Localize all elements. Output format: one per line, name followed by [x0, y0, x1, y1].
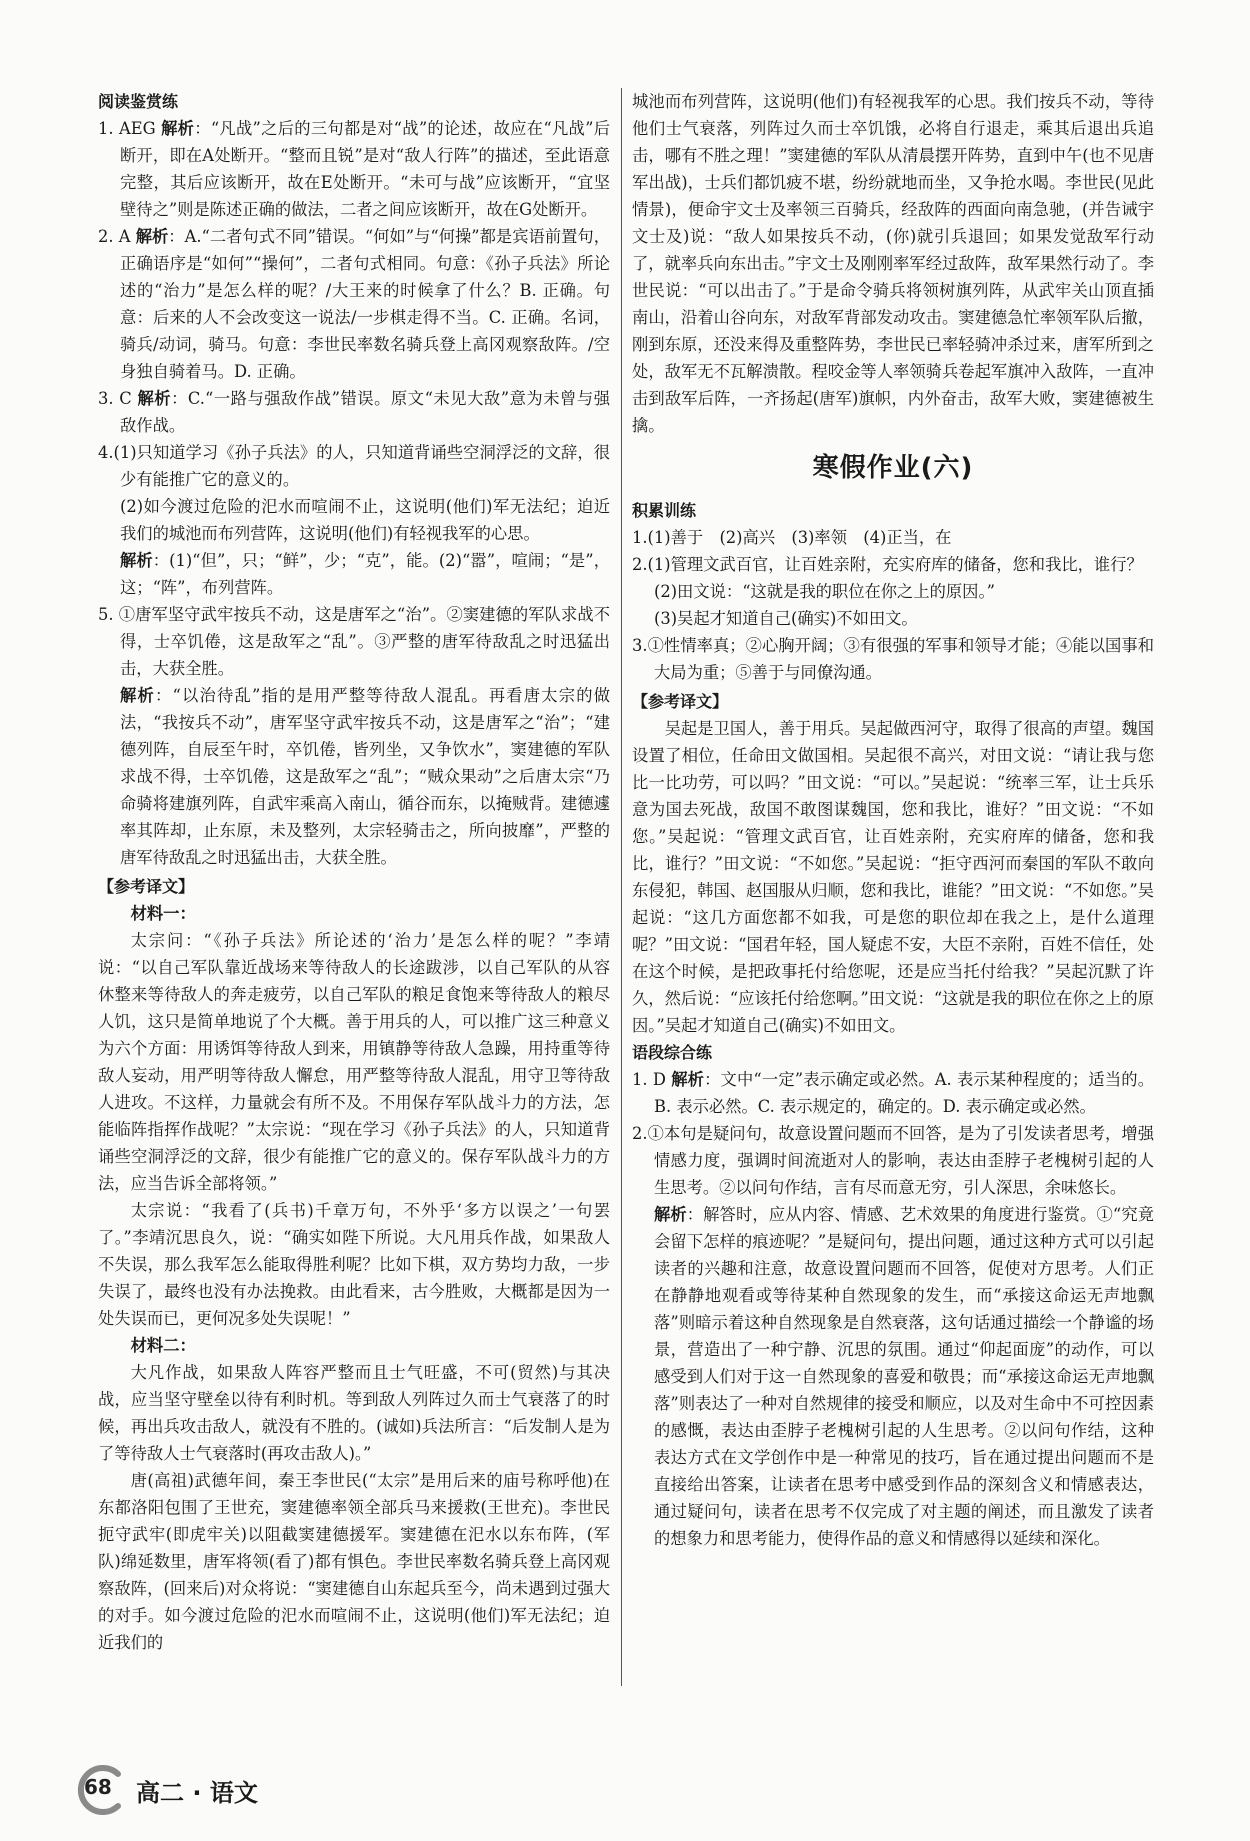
accum-item-2-part1: 2.(1)管理文武百官，让百姓亲附，充实府库的储备，您和我比，谁行？ — [632, 555, 1143, 574]
answer-item-3 — [98, 385, 610, 439]
para-item-2: 2.①本句是疑问句，故意设置问题而不回答，是为了引发读者思考，增强情感力度，强调时间流逝对人的影响，表达由歪脖子老槐树引起的人生思考。②以问句作结，言有尽而意无穷，引人深思，余味悠长。 — [632, 1124, 1154, 1197]
section-title-reading: 阅读鉴赏练 — [98, 92, 179, 111]
translation-continuation: 城池而布列营阵，这说明(他们)有轻视我军的心思。我们按兵不动，等待他们士气衰落，列阵过久而士卒饥饿，必将自行退走，乘其后退出兵追击，哪有不胜之理！”窦建德的军队从清晨摆开阵势，直到中午(也不见唐军出战)，士兵们都饥疲不堪，纷纷就地而坐，又争抢水喝。李世民(见此情景)，便命宇文士及率领三百骑兵，经敌阵的西面向南急驰，(并告诫宇文士及)说：“敌人如果按兵不动，(你)就引兵退回；如果发觉敌军行动了，就率兵向东出击。”宇文士及刚刚率军经过敌阵，敌军果然行动了。李世民说：“可以出击了。”于是命令骑兵将领树旗列阵，从武牢关山顶直插南山，沿着山谷向东，对敌军背部发动攻击。窦建德急忙率领军队后撤，刚到东原，还没来得及重整阵势，李世民已率轻骑冲杀过来，唐军所到之处，敌军无不瓦解溃散。程咬金等人率领骑兵卷起军旗冲入敌阵，一直冲击到敌军后阵，一齐扬起(唐军)旗帜，内外奋击，敌军大败，窦建德被生擒。 — [632, 92, 1154, 435]
material-2-title: 材料二： — [130, 1336, 196, 1355]
answer-item-4-analysis — [98, 547, 610, 601]
answer-head: 1. D — [632, 1070, 666, 1089]
analysis-label: 解析 — [120, 551, 153, 570]
page-number: 68 — [84, 1775, 112, 1799]
accum-item-1: 1.(1)善于 (2)高兴 (3)率领 (4)正当，在 — [632, 528, 952, 547]
analysis-text: ：(1)“但”，只；“鲜”，少；“克”，能。(2)“嚣”，喧闹；“是”，这；“阵”，布列营阵。 — [120, 551, 610, 597]
accum-item-3: 3.①性情率真；②心胸开阔；③有很强的军事和领导才能；④能以国事和大局为重；⑤善于与同僚沟通。 — [632, 636, 1154, 682]
material-1-paragraph: 太宗说：“我看了(兵书)千章万句，不外乎‘多方以误之’一句罢了。”李靖沉思良久，说：“确实如陛下所说。大凡用兵作战，如果敌人不失误，那么我军怎么能取得胜利呢？比如下棋，双方势均力敌，一步失误了，最终也没有办法挽救。由此看来，古今胜败，大概都是因为一处失误而已，更何况多处失误呢！” — [98, 1201, 610, 1328]
page-footer — [74, 1764, 334, 1816]
analysis-text: ：C.“一路与强敌作战”错误。原文“未见大敌”意为未曾与强敌作战。 — [120, 389, 610, 435]
translation-heading: 【参考译文】 — [632, 692, 729, 711]
accum-item-2-part2: (2)田文说：“这就是我的职位在你之上的原因。” — [654, 582, 995, 601]
accum-item-2-part3: (3)吴起才知道自己(确实)不如田文。 — [654, 609, 918, 628]
analysis-text: ：“凡战”之后的三句都是对“战”的论述，故应在“凡战”后断开，即在A处断开。“整而且锐”是对“敌人行阵”的描述，至此语意完整，其后应该断开，故在E处断开。“未可与战”应该断开，“宜坚壁待之”则是陈述正确的做法，二者之间应该断开，故在G处断开。 — [120, 119, 610, 219]
section-title-accumulation: 积累训练 — [632, 501, 697, 520]
answer-item-5-analysis — [98, 682, 610, 871]
material-2-paragraph: 大凡作战，如果敌人阵容严整而且士气旺盛，不可(贸然)与其决战，应当坚守壁垒以待有利时机。等到敌人列阵过久而士气衰落了的时候，再出兵攻击敌人，就没有不胜的。(诚如)兵法所言：“后发制人是为了等待敌人士气衰落时(再攻击敌人)。” — [98, 1363, 610, 1463]
analysis-label: 解析 — [671, 1070, 705, 1089]
answer-item-4-part2: (2)如今渡过危险的汜水而喧闹不止，这说明(他们)军无法纪；迫近我们的城池而布列营阵，这说明(他们)有轻视我军的心思。 — [120, 497, 610, 543]
answer-head: 2. A — [98, 227, 131, 246]
analysis-label: 解析 — [135, 227, 169, 246]
analysis-text: ：文中“一定”表示确定或必然。A. 表示某种程度的；适当的。B. 表示必然。C. 表示规定的，确定的。D. 表示确定或必然。 — [654, 1070, 1154, 1116]
analysis-label: 解析 — [120, 686, 155, 705]
answer-item-4-part1: 4.(1)只知道学习《孙子兵法》的人，只知道背诵些空洞浮泛的文辞，很少有能推广它的意义的。 — [98, 443, 610, 489]
material-1-paragraph: 太宗问：“《孙子兵法》所论述的‘治力’是怎么样的呢？”李靖说：“以自己军队靠近战场来等待敌人的长途跋涉，以自己军队的从容休整来等待敌人的奔走疲劳，以自己军队的粮足食饱来等待敌人的粮尽人饥，这只是简单地说了个大概。善于用兵的人，可以推广这三种意义为六个方面：用诱饵等待敌人到来，用镇静等待敌人急躁，用持重等待敌人妄动，用严明等待敌人懈怠，用严整等待敌人混乱，用守卫等待敌人进攻。不这样，力量就会有所不及。不用保存军队战斗力的方法，怎能临阵指挥作战呢？”太宗说：“现在学习《孙子兵法》的人，只知道背诵些空洞浮泛的文辞，很少有能推广它的意义的。保存军队战斗力的方法，应当告诉全部将领。” — [98, 931, 610, 1193]
translation-paragraph: 吴起是卫国人，善于用兵。吴起做西河守，取得了很高的声望。魏国设置了相位，任命田文做国相。吴起很不高兴，对田文说：“请让我与您比一比功劳，可以吗？”田文说：“可以。”吴起说：“统率三军，让士兵乐意为国去死战，敌国不敢图谋魏国，您和我比，谁好？”田文说：“不如您。”吴起说：“管理文武百官，让百姓亲附，充实府库的储备，您和我比，谁行？”田文说：“不如您。”吴起说：“拒守西河而秦国的军队不敢向东侵犯，韩国、赵国服从归顺，您和我比，谁能？”田文说：“不如您。”吴起说：“这几方面您都不如我，可是您的职位却在我之上，是什么道理呢？”田文说：“国君年轻，国人疑虑不安，大臣不亲附，百姓不信任，处在这个时候，是把政事托付给您呢，还是应当托付给我？”吴起沉默了许久，然后说：“应该托付给您啊。”田文说：“这就是我的职位在你之上的原因。”吴起才知道自己(确实)不如田文。 — [632, 719, 1154, 1035]
analysis-text: ：A.“二者句式不同”错误。“何如”与“何操”都是宾语前置句，正确语序是“如何”“操何”，二者句式相同。句意：《孙子兵法》所论述的“治力”是怎么样的呢？/大王来的时候拿了什么？B. 正确。句意：后来的人不会改变这一说法/一步棋走得不当。C. 正确。名词，骑兵/动词，骑马。句意：李世民率数名骑兵登上高冈观察敌阵。/空身独自骑着马。D. 正确。 — [120, 227, 610, 381]
material-2-paragraph: 唐(高祖)武德年间，秦王李世民(“太宗”是用后来的庙号称呼他)在东都洛阳包围了王世充，窦建德率领全部兵马来援救(王世充)。李世民扼守武牢(即虎牢关)以阻截窦建德援军。窦建德在汜水以东布阵，(军队)绵延数里，唐军将领(看了)都有惧色。李世民率数名骑兵登上高冈观察敌阵，(回来后)对众将说：“窦建德自山东起兵至今，尚未遇到过强大的对手。如今渡过危险的汜水而喧闹不止，这说明(他们)军无法纪；迫近我们的 — [98, 1471, 610, 1652]
section-title-paragraph: 语段综合练 — [632, 1043, 713, 1062]
analysis-label: 解析 — [137, 389, 172, 408]
analysis-text: ：“以治待乱”指的是用严整等待敌人混乱。再看唐太宗的做法，“我按兵不动”，唐军坚守武牢按兵不动，这是唐军之“治”；“建德列阵，自辰至午时，卒饥倦，皆列坐，又争饮水”，窦建德的军队求战不得，士卒饥倦，这是敌军之“乱”；“贼众果动”之后唐太宗“乃命骑将建旗列阵，自武牢乘高入南山，循谷而东，以掩贼背。建德遽率其阵却，止东原，未及整列，太宗轻骑击之，所向披靡”，严整的唐军待敌乱之时迅猛出击，大获全胜。 — [120, 686, 610, 867]
column-divider — [621, 88, 622, 1686]
analysis-label: 解析 — [654, 1205, 687, 1224]
left-column — [98, 88, 610, 1656]
material-1-title: 材料一： — [130, 904, 196, 923]
para-item-2-analysis — [632, 1201, 1154, 1552]
analysis-label: 解析 — [161, 119, 195, 138]
translation-heading: 【参考译文】 — [98, 877, 195, 896]
answer-item-1 — [98, 115, 610, 223]
analysis-text: ：解答时，应从内容、情感、艺术效果的角度进行鉴赏。①“究竟会留下怎样的痕迹呢？”是疑问句，提出问题，通过这种方式可以引起读者的兴趣和注意，故意设置问题而不回答，促使对方思考。人们正在静静地观看或等待某种自然现象的发生，而“承接这命运无声地飘落”则暗示着这种自然现象是自然衰落，这句话通过描绘一个静谧的场景，营造出了一种宁静、沉思的氛围。通过“仰起面庞”的动作，可以感受到人们对于这一自然现象的喜爱和敬畏；而“承接这命运无声地飘落”则表达了一种对自然规律的接受和顺应，以及对生命中不可控因素的感慨，表达由歪脖子老槐树引起的人生思考。②以问句作结，这种表达方式在文学创作中是一种常见的技巧，旨在通过提出问题而不是直接给出答案，让读者在思考中感受到作品的深刻含义和情感表达，通过疑问句，读者在思考不仅完成了对主题的阐述，而且激发了读者的想象力和思考能力，使得作品的意义和情感得以延续和深化。 — [654, 1205, 1154, 1548]
assignment-title: 寒假作业(六) — [812, 453, 974, 483]
right-column — [632, 88, 1154, 1552]
subject-label: 高二 · 语文 — [136, 1779, 258, 1807]
answer-head: 1. AEG — [98, 119, 156, 138]
answer-head: 3. C — [98, 389, 132, 408]
answer-item-5: 5. ①唐军坚守武牢按兵不动，这是唐军之“治”。②窦建德的军队求战不得，士卒饥倦，这是敌军之“乱”。③严整的唐军待敌乱之时迅猛出击，大获全胜。 — [98, 605, 610, 678]
para-item-1 — [632, 1066, 1154, 1120]
answer-item-2 — [98, 223, 610, 385]
